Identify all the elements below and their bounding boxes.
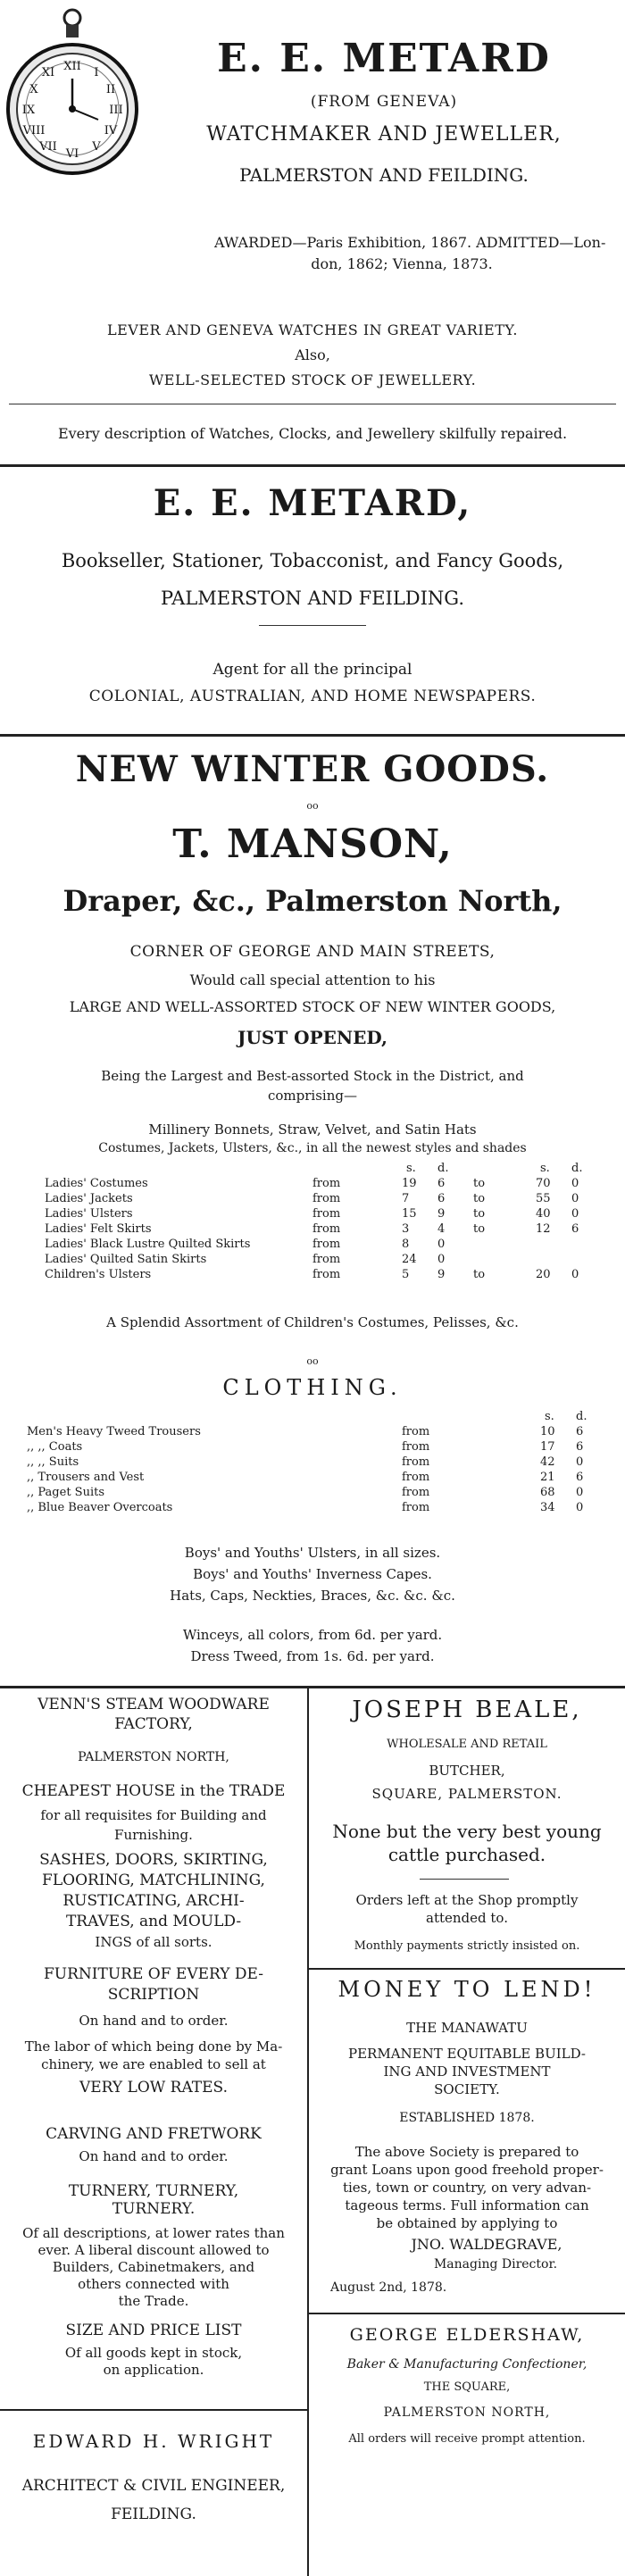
manson-name: T. MANSON,	[172, 821, 453, 867]
splendid-line: A Splendid Assortment of Children's Costumes, Pelisses, &c.	[106, 1314, 519, 1330]
shillings-from: 15	[402, 1207, 417, 1221]
beale-name: JOSEPH BEALE,	[352, 1696, 582, 1723]
metard-watch-name: E. E. METARD	[217, 36, 551, 81]
above-line: tageous terms. Full information can	[345, 2197, 589, 2213]
svg-text:I: I	[94, 66, 99, 79]
divider	[0, 464, 625, 467]
svg-text:XI: XI	[41, 66, 55, 79]
sashes-line: SASHES, DOORS, SKIRTING,	[39, 1851, 268, 1869]
from-label: from	[312, 1177, 341, 1190]
attention-line: Would call special attention to his	[189, 971, 436, 988]
stock-line: LARGE AND WELL-ASSORTED STOCK OF NEW WINTER GOODS,	[69, 998, 556, 1015]
sashes-line: TRAVES, and MOULD-	[65, 1913, 242, 1930]
on-hand: On hand and to order.	[79, 2013, 229, 2029]
from-label: from	[312, 1268, 341, 1281]
lever-geneva: LEVER AND GENEVA WATCHES IN GREAT VARIETY.	[107, 321, 518, 338]
eldershaw-trade: Baker & Manufacturing Confectioner,	[346, 2357, 588, 2372]
turnery-block	[4, 2182, 304, 2218]
divider	[309, 1968, 625, 1970]
sizes-line: on application.	[103, 2362, 204, 2378]
also-label: Also,	[295, 346, 330, 363]
pence-from: 9	[438, 1268, 446, 1281]
ofall-line: Builders, Cabinetmakers, and	[52, 2259, 255, 2275]
ofall-line: the Trade.	[118, 2293, 189, 2309]
cheapest-house: CHEAPEST HOUSE in the TRADE	[21, 1782, 286, 1800]
pence-to: 6	[571, 1222, 579, 1236]
shillings-to: 40	[536, 1207, 551, 1221]
sizes-block	[4, 2345, 304, 2379]
beale-wholesale: WHOLESALE AND RETAIL	[387, 1738, 547, 1751]
watch-towns: PALMERSTON AND FEILDING.	[239, 164, 529, 186]
sashes-line: INGS of all sorts.	[95, 1934, 212, 1950]
shillings-from: 19	[402, 1177, 417, 1190]
being-line-1: Being the Largest and Best-assorted Stock in the District, and	[101, 1068, 524, 1084]
svg-text:X: X	[29, 83, 38, 96]
clothing-row	[27, 1500, 598, 1515]
pence-to: 0	[571, 1207, 579, 1221]
svg-text:IX: IX	[21, 104, 36, 117]
agent-label: Agent for all the principal	[212, 661, 412, 679]
orders-block	[312, 1891, 621, 1927]
price-row	[45, 1221, 598, 1237]
society-line: SOCIETY.	[434, 2081, 500, 2097]
price-row	[45, 1176, 598, 1191]
pence-to: 0	[571, 1177, 579, 1190]
labor-line: chinery, we are enabled to sell at	[41, 2056, 266, 2072]
shillings-from: 3	[402, 1222, 410, 1236]
shillings: 68	[540, 1486, 555, 1499]
item-name: ,, ,, Coats	[27, 1440, 83, 1454]
venn-town: PALMERSTON NORTH,	[78, 1750, 229, 1764]
newspapers-label: COLONIAL, AUSTRALIAN, AND HOME NEWSPAPERS.	[88, 688, 537, 705]
clothing-row	[27, 1470, 598, 1485]
winceys-line: Winceys, all colors, from 6d. per yard.	[182, 1627, 443, 1643]
above-block	[312, 2143, 621, 2232]
divider	[309, 2313, 625, 2314]
to-label: to	[473, 1192, 486, 1205]
bookseller-trades: Bookseller, Stationer, Tobacconist, and Fancy Goods,	[61, 550, 564, 571]
venn-name: VENN'S STEAM WOODWARE FACTORY,	[38, 1696, 270, 1733]
shillings-from: 5	[402, 1268, 410, 1281]
eldershaw-orders: All orders will receive prompt attention.	[348, 2432, 586, 2446]
price-row	[45, 1267, 598, 1282]
item-name: Men's Heavy Tweed Trousers	[27, 1425, 201, 1438]
shillings: 10	[540, 1425, 555, 1438]
shillings: 42	[540, 1455, 555, 1469]
item-name: ,, Trousers and Vest	[27, 1471, 145, 1484]
from-label: from	[312, 1238, 341, 1251]
awards-line-2: don, 1862; Vienna, 1873.	[311, 255, 493, 272]
carving-line: CARVING AND FRETWORK	[46, 2125, 262, 2143]
society-line: PERMANENT EQUITABLE BUILD-	[348, 2046, 586, 2062]
col-d1: d.	[438, 1162, 449, 1175]
clothing-header	[27, 1409, 598, 1424]
clothing-price-table	[27, 1409, 598, 1515]
hats-line: Hats, Caps, Neckties, Braces, &c. &c. &c.	[170, 1588, 455, 1604]
price-row	[45, 1191, 598, 1206]
svg-text:VIII: VIII	[22, 124, 46, 138]
col-s1: s.	[406, 1162, 416, 1175]
divider	[0, 734, 625, 737]
beale-square: SQUARE, PALMERSTON.	[371, 1786, 562, 1802]
above-line: grant Loans upon good freehold proper-	[330, 2162, 604, 2178]
boys-ulsters: Boys' and Youths' Ulsters, in all sizes.	[184, 1545, 441, 1561]
sizes-line: Of all goods kept in stock,	[64, 2345, 243, 2361]
col-d2: d.	[571, 1162, 583, 1175]
furniture-block	[4, 1964, 304, 2005]
watchmaker-trade: WATCHMAKER AND JEWELLER,	[206, 123, 562, 146]
society-block	[312, 2045, 621, 2098]
shillings-to: 55	[536, 1192, 551, 1205]
manawatu-label: THE MANAWATU	[406, 2020, 528, 2036]
furniture-line: SCRIPTION	[107, 1986, 200, 2004]
to-label: to	[473, 1222, 486, 1236]
eldershaw-name: GEORGE ELDERSHAW,	[349, 2325, 585, 2345]
labor-block	[4, 2038, 304, 2073]
draper-line: Draper, &c., Palmerston North,	[62, 884, 562, 918]
clothing-row	[27, 1485, 598, 1500]
sashes-line: FLOORING, MATCHLINING,	[42, 1872, 265, 1889]
col-s2: s.	[540, 1162, 550, 1175]
awards-line-1: AWARDED—Paris Exhibition, 1867. ADMITTED—Lon-	[214, 234, 606, 251]
metard-book-name: E. E. METARD,	[153, 482, 472, 524]
being-line-2: comprising—	[268, 1088, 357, 1104]
pence-from: 6	[438, 1192, 446, 1205]
society-line: ING AND INVESTMENT	[383, 2063, 551, 2080]
clothing-row	[27, 1424, 598, 1439]
from-label: from	[312, 1207, 341, 1221]
shillings: 34	[540, 1501, 555, 1514]
orders-line: attended to.	[426, 1910, 508, 1926]
jewellery-stock: WELL-SELECTED STOCK OF JEWELLERY.	[148, 371, 477, 388]
millinery-line: Millinery Bonnets, Straw, Velvet, and Satin Hats	[148, 1121, 477, 1138]
column-divider	[307, 1688, 309, 2576]
just-opened: JUST OPENED,	[237, 1027, 388, 1048]
dress-tweed-line: Dress Tweed, from 1s. 6d. per yard.	[190, 1648, 435, 1664]
for-line-2: Furnishing.	[114, 1827, 193, 1843]
pence: 6	[576, 1440, 584, 1454]
price-row	[45, 1206, 598, 1221]
none-block	[312, 1820, 621, 1866]
repair-notice: Every description of Watches, Clocks, and Jewellery skilfully repaired.	[57, 425, 568, 442]
above-line: ties, town or country, on very advan-	[342, 2180, 592, 2196]
svg-text:III: III	[109, 104, 123, 117]
above-line: The above Society is prepared to	[354, 2144, 579, 2160]
svg-text:IV: IV	[104, 124, 118, 138]
wright-title: ARCHITECT & CIVIL ENGINEER,	[21, 2477, 286, 2495]
size-price-list: SIZE AND PRICE LIST	[65, 2322, 242, 2339]
svg-text:XII: XII	[63, 60, 81, 73]
boys-capes: Boys' and Youths' Inverness Capes.	[193, 1566, 432, 1582]
pence-from: 0	[438, 1238, 446, 1251]
pence-to: 0	[571, 1192, 579, 1205]
established-label: ESTABLISHED 1878.	[399, 2111, 535, 2125]
costumes-line: Costumes, Jackets, Ulsters, &c., in all the newest styles and shades	[98, 1141, 527, 1155]
pence: 0	[576, 1455, 584, 1469]
from-label: from	[402, 1486, 430, 1499]
from-label: from	[402, 1425, 430, 1438]
pence: 0	[576, 1501, 584, 1514]
pence: 6	[576, 1425, 584, 1438]
eldershaw-square: THE SQUARE,	[423, 2380, 511, 2394]
ofall-line: ever. A liberal discount allowed to	[38, 2242, 270, 2258]
sashes-block	[4, 1850, 304, 1953]
shillings: 21	[540, 1471, 555, 1484]
corner-streets: CORNER OF GEORGE AND MAIN STREETS,	[129, 943, 496, 961]
shillings-from: 7	[402, 1192, 410, 1205]
svg-text:VI: VI	[65, 147, 79, 161]
pence: 6	[576, 1471, 584, 1484]
ofall-block	[4, 2225, 304, 2310]
clothing-row	[27, 1455, 598, 1470]
from-label: from	[402, 1440, 430, 1454]
col-s: s.	[545, 1410, 554, 1423]
price-header	[45, 1161, 598, 1176]
wright-name: EDWARD H. WRIGHT	[32, 2430, 275, 2452]
from-label: from	[312, 1253, 341, 1266]
svg-text:V: V	[92, 140, 101, 154]
money-date: August 2nd, 1878.	[330, 2280, 447, 2295]
item-name: Children's Ulsters	[45, 1268, 152, 1281]
pence: 0	[576, 1486, 584, 1499]
separator-mark: oo	[306, 1355, 319, 1367]
price-row	[45, 1237, 598, 1252]
low-rates: VERY LOW RATES.	[79, 2079, 229, 2097]
item-name: ,, Paget Suits	[27, 1486, 105, 1499]
short-divider	[420, 1879, 509, 1880]
item-name: Ladies' Ulsters	[45, 1207, 133, 1221]
item-name: ,, ,, Suits	[27, 1455, 79, 1469]
shillings-from: 8	[402, 1238, 410, 1251]
shillings-from: 24	[402, 1253, 417, 1266]
clothing-row	[27, 1439, 598, 1455]
divider	[0, 1686, 625, 1688]
eldershaw-town: PALMERSTON NORTH,	[383, 2405, 551, 2420]
from-label: from	[402, 1471, 430, 1484]
beale-butcher: BUTCHER,	[429, 1763, 505, 1779]
above-line: be obtained by applying to	[376, 2215, 558, 2231]
from-label: from	[402, 1501, 430, 1514]
pence-from: 4	[438, 1222, 446, 1236]
furniture-line: FURNITURE OF EVERY DE-	[43, 1965, 264, 1983]
from-geneva: (FROM GENEVA)	[310, 93, 458, 111]
manager-name: JNO. WALDEGRAVE,	[411, 2236, 562, 2253]
shillings-to: 12	[536, 1222, 551, 1236]
from-label: from	[402, 1455, 430, 1469]
from-label: from	[312, 1192, 341, 1205]
turnery-line: TURNERY.	[112, 2200, 196, 2218]
item-name: Ladies' Felt Skirts	[45, 1222, 152, 1236]
item-name: Ladies' Costumes	[45, 1177, 148, 1190]
monthly-payments: Monthly payments strictly insisted on.	[354, 1939, 580, 1953]
none-line: cattle purchased.	[388, 1844, 546, 1865]
svg-text:VII: VII	[39, 140, 57, 154]
svg-text:II: II	[105, 83, 116, 96]
ladies-price-table	[45, 1161, 598, 1282]
sashes-line: RUSTICATING, ARCHI-	[62, 1892, 245, 1910]
wright-town: FEILDING.	[111, 2505, 196, 2523]
pence-from: 0	[438, 1253, 446, 1266]
pence-from: 9	[438, 1207, 446, 1221]
orders-line: Orders left at the Shop promptly	[355, 1892, 579, 1908]
ofall-line: others connected with	[78, 2276, 229, 2292]
clothing-heading: CLOTHING.	[222, 1375, 403, 1400]
price-row	[45, 1252, 598, 1267]
labor-line: The labor of which being done by Ma-	[24, 2038, 283, 2055]
col-d: d.	[576, 1410, 588, 1423]
to-label: to	[473, 1268, 486, 1281]
item-name: Ladies' Quilted Satin Skirts	[45, 1253, 207, 1266]
winter-goods-headline: NEW WINTER GOODS.	[75, 748, 550, 790]
shillings-to: 70	[536, 1177, 551, 1190]
from-label: from	[312, 1222, 341, 1236]
shillings-to: 20	[536, 1268, 551, 1281]
none-line: None but the very best young	[332, 1821, 602, 1842]
separator-mark: oo	[306, 800, 319, 812]
money-headline: MONEY TO LEND!	[338, 1977, 596, 2002]
for-line-1: for all requisites for Building and	[40, 1807, 267, 1823]
item-name: Ladies' Jackets	[45, 1192, 133, 1205]
on-hand-2: On hand and to order.	[79, 2148, 229, 2164]
turnery-line: TURNERY, TURNERY,	[68, 2182, 239, 2200]
item-name: ,, Blue Beaver Overcoats	[27, 1501, 173, 1514]
book-towns: PALMERSTON AND FEILDING.	[160, 588, 465, 609]
pence-from: 6	[438, 1177, 446, 1190]
manager-role: Managing Director.	[433, 2257, 558, 2272]
to-label: to	[473, 1177, 486, 1190]
item-name: Ladies' Black Lustre Quilted Skirts	[45, 1238, 251, 1251]
pence-to: 0	[571, 1268, 579, 1281]
short-divider	[259, 625, 366, 626]
shillings: 17	[540, 1440, 555, 1454]
divider	[0, 2409, 307, 2411]
ofall-line: Of all descriptions, at lower rates than	[22, 2225, 285, 2241]
pocket-watch-illustration	[5, 2, 139, 189]
to-label: to	[473, 1207, 486, 1221]
